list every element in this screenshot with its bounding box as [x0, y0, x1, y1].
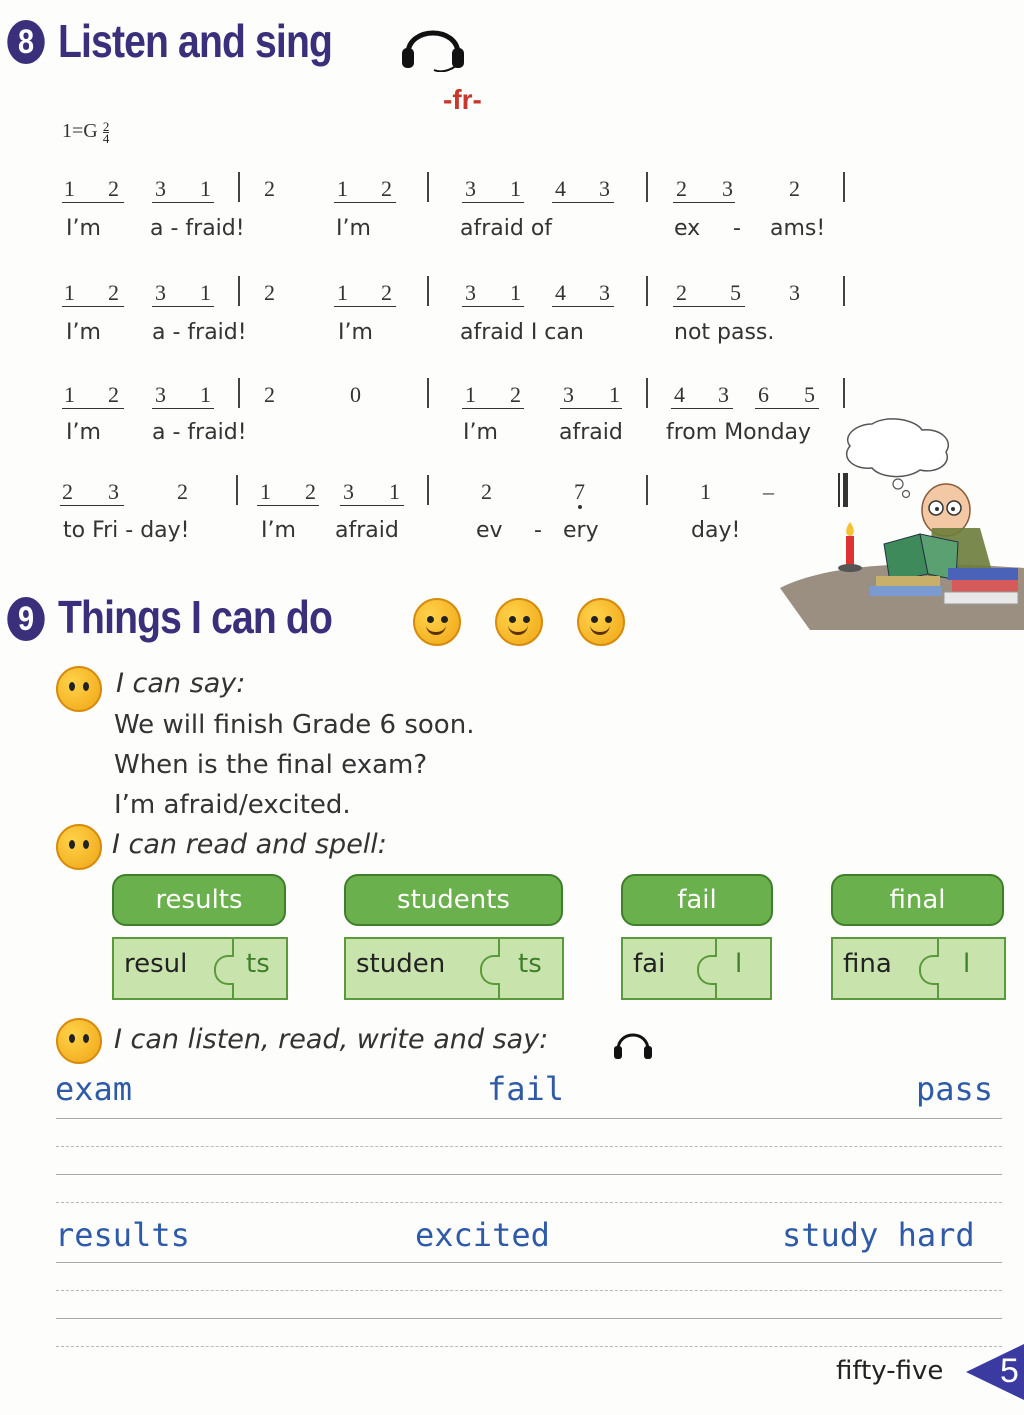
lyric: afraid I can: [460, 320, 584, 345]
note: 2: [676, 280, 687, 305]
key-signature: [62, 120, 109, 144]
puzzle-right-part: l: [963, 949, 971, 979]
puzzle-tab: [214, 955, 234, 985]
beam: [462, 408, 524, 409]
key-label: 1=G: [62, 120, 98, 142]
beam: [152, 408, 214, 409]
smiley-face-icon: [413, 598, 461, 646]
can-listen-heading: I can listen, read, write and say:: [114, 1024, 549, 1055]
lyric: I’m: [66, 420, 101, 445]
note: 1: [200, 280, 211, 305]
lyric: not pass.: [674, 320, 775, 345]
lyric: a - fraid!: [152, 420, 247, 445]
note: 4: [674, 382, 685, 407]
say-line: We will finish Grade 6 soon.: [114, 710, 475, 740]
bar-line: [427, 475, 429, 505]
note: 1: [337, 280, 348, 305]
say-line: When is the final exam?: [114, 750, 428, 780]
note: 2: [177, 479, 188, 504]
bar-line: [427, 378, 429, 408]
say-line: I’m afraid/excited.: [114, 790, 351, 820]
beam: [257, 505, 319, 506]
lyric: I’m: [261, 518, 296, 543]
bar-line: [238, 172, 240, 202]
lyric: to Fri - day!: [63, 518, 190, 543]
bar-line: [236, 475, 238, 505]
puzzle-results: [112, 937, 288, 1000]
beam: [552, 202, 614, 203]
note: 3: [155, 176, 166, 201]
bar-line: [646, 276, 648, 306]
writing-line: [56, 1318, 1002, 1319]
lyric: day!: [691, 518, 741, 543]
word-card-fail: fail: [621, 874, 773, 926]
beam: [462, 306, 524, 307]
writing-line: [56, 1118, 1002, 1119]
note: 3: [155, 382, 166, 407]
note: 3: [343, 479, 354, 504]
page-number-words: fifty-five: [836, 1356, 944, 1386]
beam: [62, 408, 124, 409]
page-number: 5: [1000, 1352, 1019, 1390]
note: 3: [722, 176, 733, 201]
puzzle-tab: [919, 955, 939, 985]
note: 3: [155, 280, 166, 305]
puzzle-right-part: l: [735, 949, 743, 979]
lyric: I’m: [338, 320, 373, 345]
beam: [152, 202, 214, 203]
note: 2: [264, 176, 275, 201]
note: 2: [381, 280, 392, 305]
song-tag: -fr-: [443, 84, 482, 115]
note: 3: [465, 176, 476, 201]
note: 1: [510, 280, 521, 305]
note: 3: [563, 382, 574, 407]
puzzle-tab: [480, 955, 500, 985]
lyric: ams!: [770, 216, 826, 241]
beam: [462, 202, 524, 203]
note: 5: [730, 280, 741, 305]
note: 3: [789, 280, 800, 305]
time-numerator: 2: [102, 119, 110, 134]
lyric: I’m: [463, 420, 498, 445]
puzzle-left-part: fina: [843, 949, 892, 979]
note: 1: [200, 176, 211, 201]
beam: [671, 408, 733, 409]
can-say-heading: I can say:: [116, 668, 246, 699]
note: 4: [555, 176, 566, 201]
writing-line: [56, 1290, 1002, 1291]
headphones-icon[interactable]: [398, 14, 470, 72]
lyric: a - fraid!: [150, 216, 245, 241]
low-octave-dot: [578, 505, 582, 509]
write-word: fail: [487, 1070, 565, 1108]
note: 2: [789, 176, 800, 201]
time-signature: [103, 121, 110, 144]
smiley-face-icon: [495, 598, 543, 646]
writing-line: [56, 1346, 1002, 1347]
note: 1: [465, 382, 476, 407]
note: 1: [260, 479, 271, 504]
beam: [62, 306, 124, 307]
note: 2: [381, 176, 392, 201]
studying-boy-illustration: [780, 418, 1024, 630]
note: 3: [599, 176, 610, 201]
bar-line: [646, 378, 648, 408]
beam: [152, 306, 214, 307]
note: 2: [481, 479, 492, 504]
note: 2: [108, 382, 119, 407]
note: 1: [64, 176, 75, 201]
note: 6: [758, 382, 769, 407]
lyric: ery: [563, 518, 599, 543]
lyric: -: [733, 216, 741, 241]
note: 2: [264, 280, 275, 305]
can-read-spell-heading: I can read and spell:: [112, 829, 387, 860]
lyric: -: [534, 518, 542, 543]
smiley-bullet-icon: [56, 824, 102, 870]
beam: [552, 306, 614, 307]
note: 2: [510, 382, 521, 407]
write-word: study hard: [782, 1216, 975, 1254]
beam: [560, 408, 622, 409]
note: 1: [64, 280, 75, 305]
note: 3: [599, 280, 610, 305]
write-word: pass: [916, 1070, 994, 1108]
lyric: afraid of: [460, 216, 553, 241]
note: 4: [555, 280, 566, 305]
beam: [340, 505, 404, 506]
lyric: ex: [674, 216, 701, 241]
note: –: [763, 479, 774, 504]
note: 2: [62, 479, 73, 504]
bar-line: [238, 276, 240, 306]
smiley-bullet-icon: [56, 1018, 102, 1064]
lyric: a - fraid!: [152, 320, 247, 345]
beam: [62, 202, 124, 203]
puzzle-left-part: studen: [356, 949, 446, 979]
write-word: exam: [55, 1070, 133, 1108]
note: 2: [108, 280, 119, 305]
word-card-final: final: [831, 874, 1004, 926]
bar-line: [238, 378, 240, 408]
puzzle-right-part: ts: [246, 949, 270, 979]
bar-line: [843, 276, 845, 306]
lyric: from Monday: [666, 420, 812, 445]
note: 3: [465, 280, 476, 305]
note: 1: [64, 382, 75, 407]
word-card-results: results: [112, 874, 286, 926]
note: 1: [609, 382, 620, 407]
write-word: excited: [415, 1216, 550, 1254]
writing-line: [56, 1174, 1002, 1175]
beam: [334, 306, 396, 307]
puzzle-left-part: resul: [124, 949, 188, 979]
beam: [673, 202, 735, 203]
lyric: I’m: [66, 216, 101, 241]
lyric: I’m: [66, 320, 101, 345]
puzzle-students: [344, 937, 564, 1000]
section-title-things-i-can-do: Things I can do: [58, 591, 332, 643]
bar-line: [843, 378, 845, 408]
smiley-bullet-icon: [56, 666, 102, 712]
beam: [60, 505, 124, 506]
beam: [673, 306, 745, 307]
note: 1: [337, 176, 348, 201]
headphones-icon[interactable]: [612, 1024, 654, 1062]
bar-line: [646, 475, 648, 505]
note: 1: [700, 479, 711, 504]
note: 1: [510, 176, 521, 201]
note: 3: [718, 382, 729, 407]
note: 7: [574, 479, 585, 504]
lyric: afraid: [559, 420, 623, 445]
note: 0: [350, 382, 361, 407]
puzzle-right-part: ts: [518, 949, 542, 979]
note: 2: [264, 382, 275, 407]
puzzle-left-part: fai: [633, 949, 666, 979]
bar-line: [427, 276, 429, 306]
puzzle-tab: [697, 955, 717, 985]
smiley-face-icon: [577, 598, 625, 646]
note: 2: [676, 176, 687, 201]
lyric: I’m: [336, 216, 371, 241]
beam: [334, 202, 396, 203]
section-title-listen-and-sing: Listen and sing: [58, 15, 333, 67]
word-card-students: students: [344, 874, 563, 926]
note: 1: [389, 479, 400, 504]
writing-line: [56, 1146, 1002, 1147]
bar-line: [843, 172, 845, 202]
puzzle-final: [831, 937, 1006, 1000]
writing-line: [56, 1202, 1002, 1203]
note: 2: [108, 176, 119, 201]
section-number-8: 8: [7, 20, 44, 64]
time-denominator: 4: [102, 131, 110, 146]
note: 3: [108, 479, 119, 504]
lyric: afraid: [335, 518, 399, 543]
puzzle-fail: [621, 937, 772, 1000]
beam: [755, 408, 819, 409]
note: 5: [804, 382, 815, 407]
bar-line: [427, 172, 429, 202]
writing-line: [56, 1262, 1002, 1263]
lyric: ev: [476, 518, 503, 543]
section-number-9: 9: [7, 597, 44, 641]
bar-line: [646, 172, 648, 202]
note: 2: [305, 479, 316, 504]
note: 1: [200, 382, 211, 407]
write-word: results: [55, 1216, 190, 1254]
